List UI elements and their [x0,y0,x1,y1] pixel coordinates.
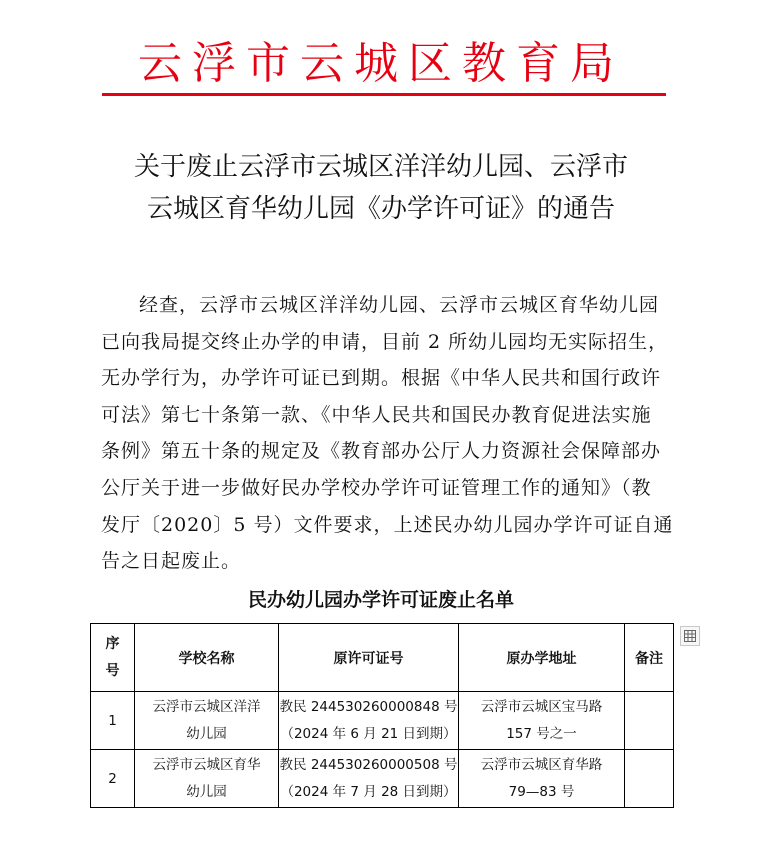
table-row [91,692,674,750]
table-grid-icon [684,630,696,642]
title-line-1: 关于废止云浮市云城区洋洋幼儿园、云浮市 [133,152,628,182]
header-remark: 备注 [625,624,674,692]
header-address: 原办学地址 [459,624,625,692]
cell-text: 云浮市云城区宝马路 [480,698,603,715]
body-line: 已向我局提交终止办学的申请，目前 2 所幼儿园均无实际招生， [101,330,669,353]
cell-seq: 2 [91,750,135,808]
cell-text: 幼儿园 [186,783,227,800]
table-row [91,750,674,808]
cell-license-no [279,692,459,750]
body-line: 经查，云浮市云城区洋洋幼儿园、云浮市云城区育华幼儿园 [139,294,660,316]
table-icon[interactable] [680,626,700,646]
cell-text: 幼儿园 [186,725,227,742]
cell-text: 云浮市云城区洋洋 [152,698,261,715]
cell-text: （2024 年 7 月 28 日到期） [280,783,457,800]
cell-text: （2024 年 6 月 21 日到期） [280,725,457,742]
cell-seq: 1 [91,692,135,750]
header-school-name: 学校名称 [135,624,279,692]
cell-text: 云浮市云城区育华 [152,756,261,773]
cell-school-name [135,692,279,750]
table-title: 民办幼儿园办学许可证废止名单 [247,589,514,611]
cell-school-name [135,750,279,808]
header-seq-line1: 序 [105,635,120,652]
red-header-rule [102,93,666,96]
document-title [0,146,762,230]
cell-text: 云浮市云城区育华路 [480,756,603,773]
cell-license-no [279,750,459,808]
table-header-row [91,624,674,692]
cell-text: 教民 244530260000848 号 [279,698,458,715]
cell-remark [625,750,674,808]
cell-address [459,692,625,750]
header-seq [91,624,135,692]
cell-text: 157 号之一 [506,725,577,742]
body-line: 无办学行为，办学许可证已到期。根据《中华人民共和国行政许 [101,367,662,390]
header-license-no: 原许可证号 [279,624,459,692]
body-line: 可法》第七十条第一款、《中华人民共和国民办教育促进法实施 [101,403,652,426]
body-line: 条例》第五十条的规定及《教育部办公厅人力资源社会保障部办 [101,440,662,463]
body-line: 告之日起废止。 [101,550,242,573]
revocation-list-table [90,623,674,808]
header-seq-line2: 号 [105,662,120,679]
cell-remark [625,692,674,750]
body-line: 公厅关于进一步做好民办学校办学许可证管理工作的通知》（教 [101,476,652,499]
cell-text: 79—83 号 [508,783,575,800]
issuer-masthead: 云浮市云城区教育局 [138,38,624,89]
body-line: 发厅〔2020〕5 号）文件要求，上述民办幼儿园办学许可证自通 [101,513,674,536]
cell-text: 教民 244530260000508 号 [279,756,458,773]
title-line-2: 云城区育华幼儿园《办学许可证》的通告 [146,194,615,224]
notice-body [101,287,674,580]
cell-address [459,750,625,808]
